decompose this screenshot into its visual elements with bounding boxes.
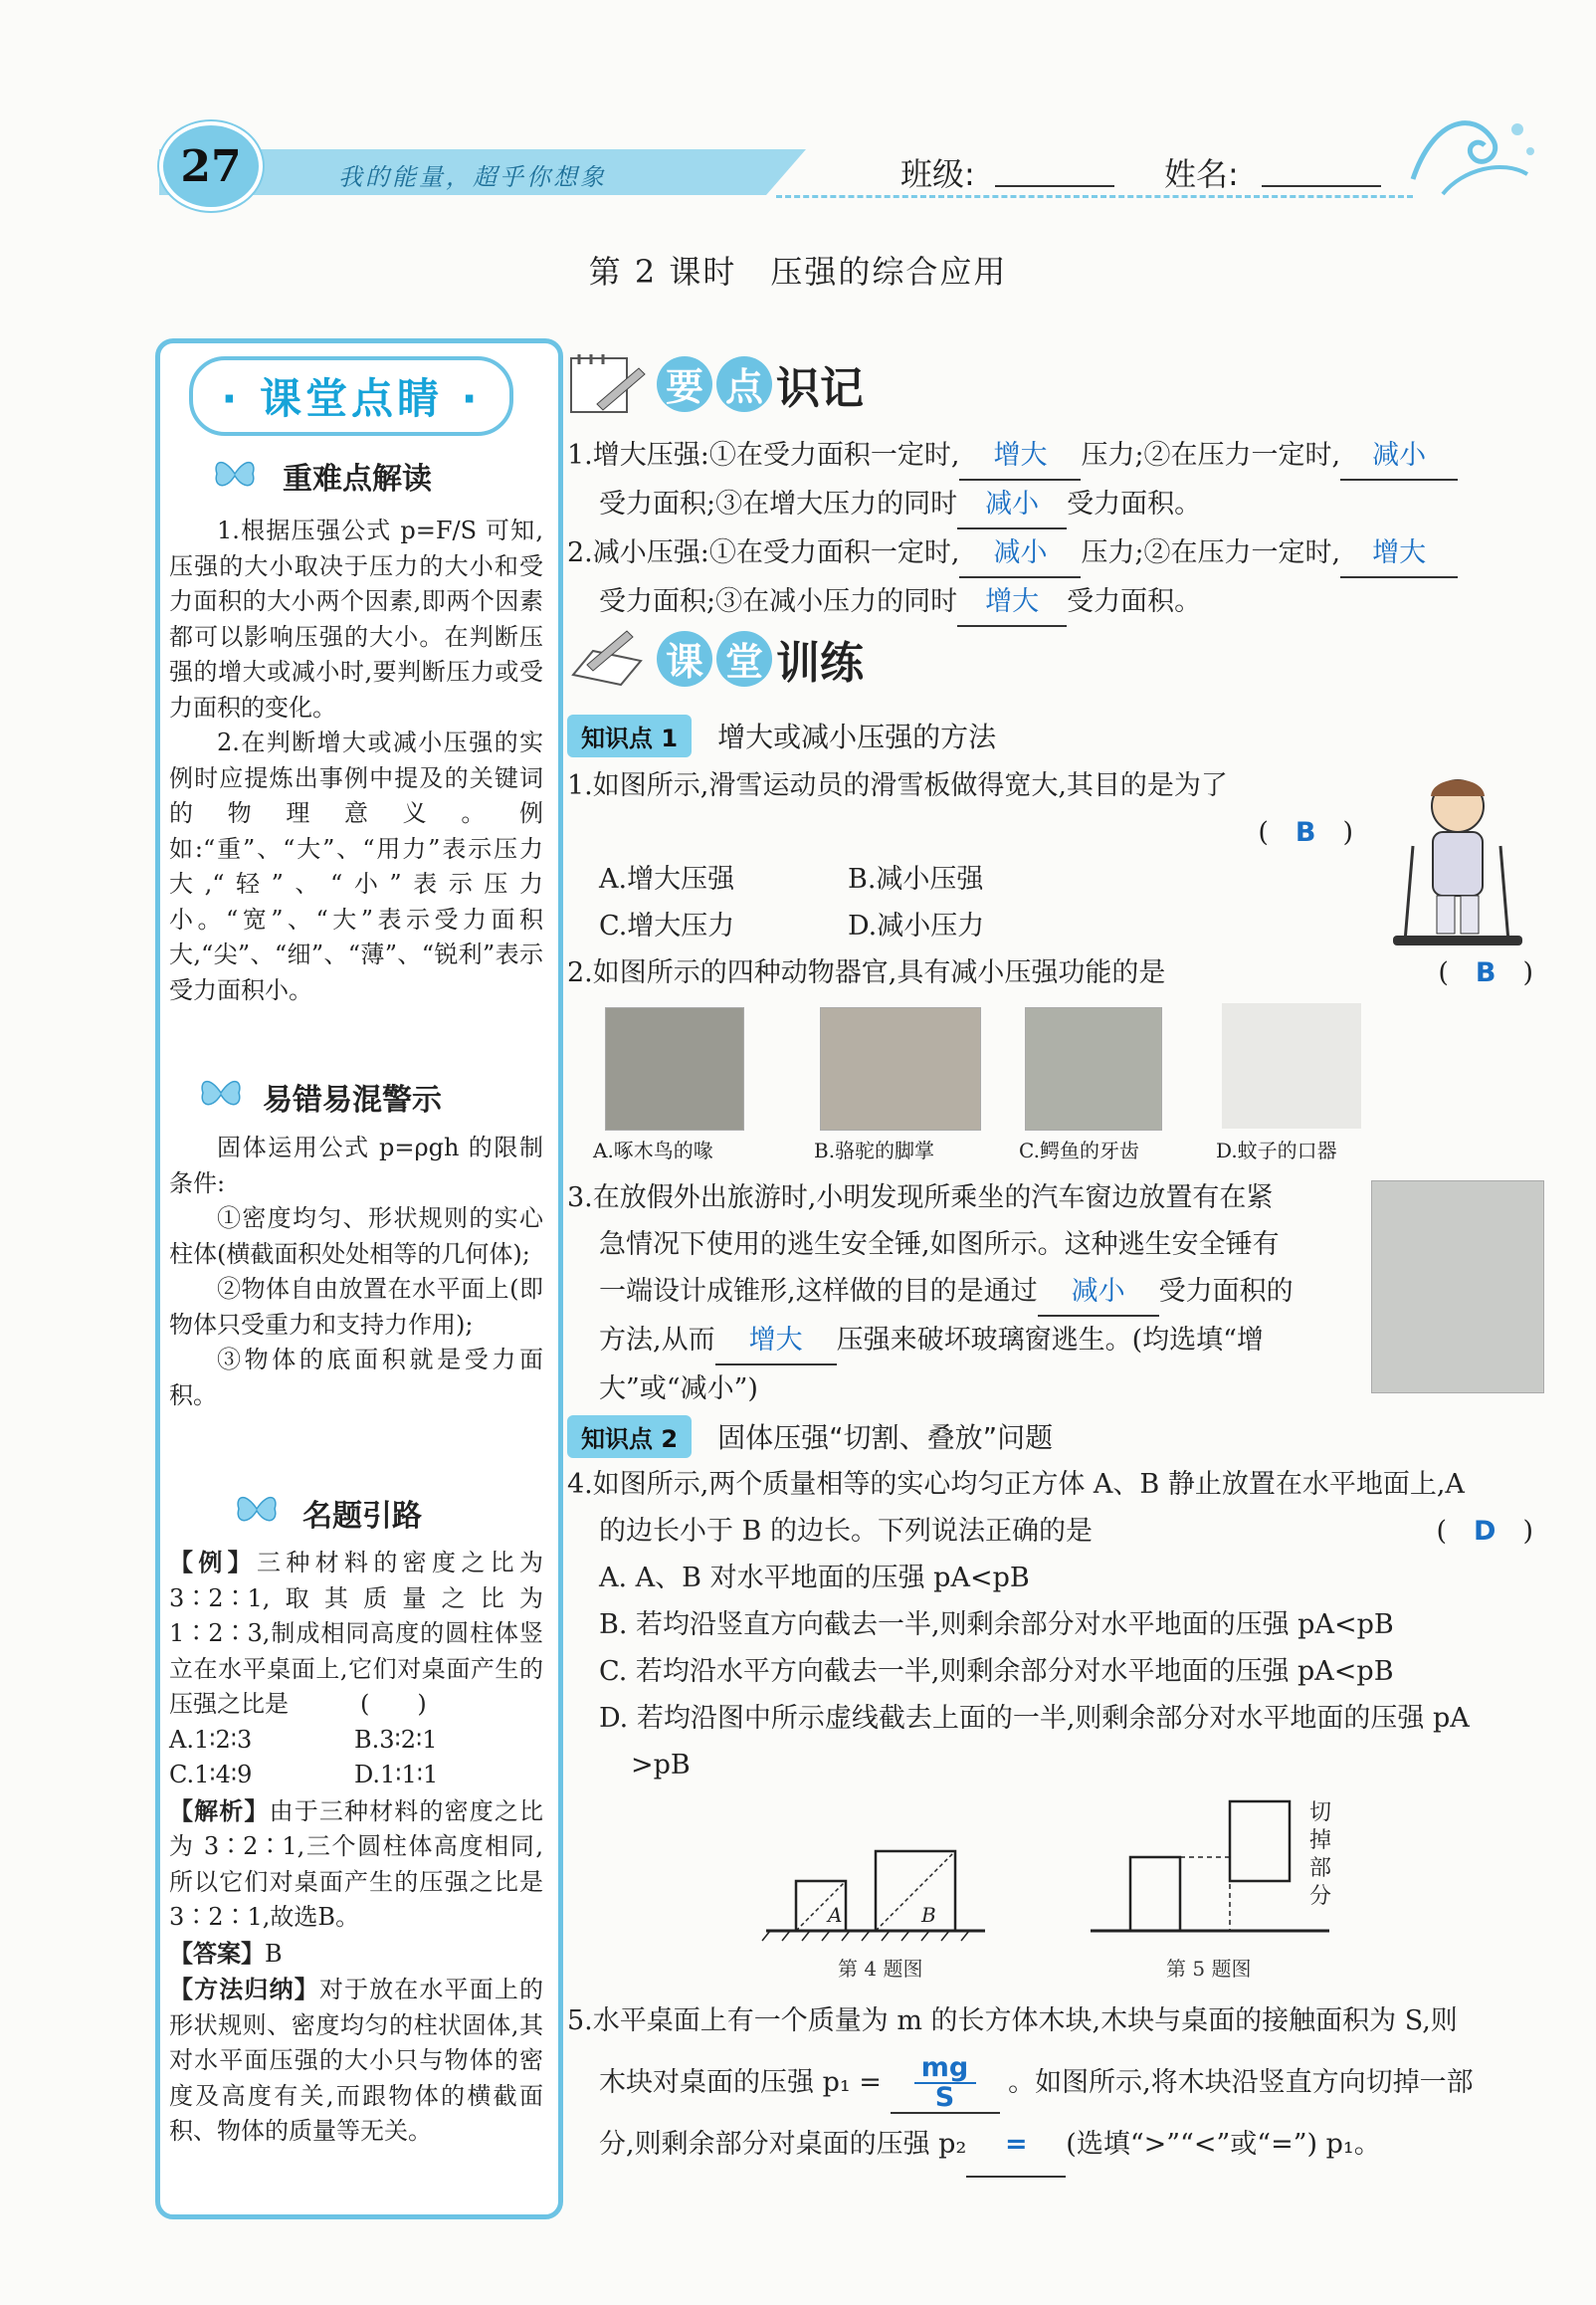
- pen-paper-icon: [567, 625, 647, 695]
- knowledge-title: 固体压强“切割、叠放”问题: [717, 1421, 1054, 1454]
- name-field[interactable]: [1262, 185, 1381, 187]
- sidebar-paragraph: ③物体的底面积就是受力面积。: [169, 1346, 543, 1409]
- camel-photo: [820, 1007, 981, 1131]
- option[interactable]: C. 若均沿水平方向截去一半,则剩余部分对水平地面的压强 pA<pB: [599, 1656, 1394, 1687]
- sidebar-section-body: [169, 514, 543, 1008]
- mosquito-photo: [1222, 1003, 1361, 1129]
- title-circle: 点: [716, 356, 772, 412]
- option[interactable]: D.减小压力: [848, 911, 985, 942]
- example-option: A.1∶2∶3: [169, 1725, 253, 1754]
- answer-blank[interactable]: 减小: [957, 481, 1067, 529]
- image-caption: C.鳄鱼的牙齿: [1019, 1139, 1139, 1162]
- answer-label: 【答案】: [169, 1938, 265, 1968]
- header-motto: 我的能量，超乎你想象: [338, 163, 607, 191]
- example-option: D.1∶1∶1: [354, 1761, 439, 1788]
- flourish-ornament-icon: [1403, 100, 1542, 209]
- figure-caption: 第 4 题图: [838, 1957, 923, 1981]
- sidebar-paragraph: ①密度均匀、形状规则的实心柱体(横截面积处处相等的几何体);: [169, 1204, 543, 1268]
- example-label: 【例】: [169, 1548, 257, 1576]
- answer-paren: ( B ): [1438, 957, 1533, 988]
- question-stem: 2.如图所示的四种动物器官,具有减小压强功能的是: [567, 957, 1166, 988]
- question-line: 大”或“减小”): [599, 1373, 758, 1404]
- knowledge-point-2: [567, 1415, 1053, 1458]
- question-4: [567, 1461, 1547, 1788]
- question-line: 的边长小于 B 的边长。下列说法正确的是: [599, 1516, 1094, 1547]
- method-text: 对于放在水平面上的形状规则、密度均匀的柱状固体,其对水平面压强的大小只与物体的密度及高度有关,而跟物体的横截面积、物体的质量等无关。: [169, 1976, 544, 2145]
- butterfly-icon: [199, 1073, 243, 1113]
- question-stem: 1.如图所示,滑雪运动员的滑雪板做得宽大,其目的是为了: [567, 770, 1228, 801]
- class-label: 班级:: [900, 155, 975, 193]
- sidebar-heading: 易错易混警示: [263, 1083, 442, 1118]
- formula-blank[interactable]: [891, 2051, 1000, 2114]
- knowledge-point-1: [567, 715, 996, 757]
- answer-paren: ( D ): [1436, 1516, 1533, 1547]
- sidebar-heading: 名题引路: [302, 1499, 422, 1534]
- answer-choice[interactable]: D: [1474, 1516, 1496, 1547]
- question-3: 3.在放假外出旅游时,小明发现所乘坐的汽车窗边放置有在紧 急情况下使用的逃生安全锤,如图所示。这种逃生安全锤有 一端设计成锥形,这样做的目的是通过 减小 受力面积的 方法,从而 增大 压强来破坏玻璃窗逃生。(均选填“增 大”或“减小”): [567, 1174, 1353, 1412]
- lesson-title: 第 2 课时 压强的综合应用: [588, 253, 1008, 291]
- key-point-cont: 受力面积;③在减小压力的同时 增大 受力面积。: [567, 578, 1547, 627]
- key-point: 1.增大压强:①在受力面积一定时, 增大 压力;②在压力一定时, 减小: [567, 432, 1547, 481]
- sidebar-paragraph: 固体运用公式 p=ρgh 的限制条件:: [169, 1134, 543, 1197]
- name-label: 姓名:: [1164, 155, 1239, 193]
- class-field[interactable]: [995, 185, 1114, 187]
- figure-5: [1081, 1791, 1339, 1951]
- question-5: 5.水平桌面上有一个质量为 m 的长方体木块,木块与桌面的接触面积为 S,则 木块对桌面的压强 p₁ = $\frac{mg}{S}$ 。如图所示,将木块沿竖直方向切掉一部 分,则剩余部分对桌面的压强 p₂ = (选填“>”“<”或“=”) p₁。: [567, 1991, 1547, 2178]
- key-points-list: [567, 432, 1547, 627]
- crocodile-photo: [1025, 1007, 1162, 1131]
- title-rest: 识记: [776, 363, 864, 414]
- sidebar-title: · 课堂点睛 ·: [189, 356, 513, 436]
- answer-blank[interactable]: =: [966, 2114, 1066, 2178]
- option-cont: >pB: [631, 1750, 691, 1781]
- question-line: 4.如图所示,两个质量相等的实心均匀正方体 A、B 静止放置在水平地面上,A: [567, 1469, 1465, 1500]
- answer-blank[interactable]: 增大: [715, 1317, 837, 1365]
- image-caption: A.啄木鸟的喙: [593, 1139, 713, 1162]
- answer-blank[interactable]: 减小: [959, 529, 1081, 578]
- butterfly-icon: [235, 1489, 279, 1529]
- question-line: 3.在放假外出旅游时,小明发现所乘坐的汽车窗边放置有在紧: [567, 1182, 1274, 1213]
- header-divider: [776, 195, 1413, 198]
- analysis-label: 【解析】: [169, 1795, 270, 1825]
- skier-image: [1383, 766, 1532, 955]
- notebook-pen-icon: [567, 348, 647, 418]
- key-point-cont: 受力面积;③在增大压力的同时 减小 受力面积。: [567, 481, 1547, 529]
- figure-label-a: A: [828, 1903, 843, 1927]
- answer-choice[interactable]: B: [1475, 957, 1496, 988]
- answer-blank[interactable]: 减小: [1038, 1268, 1159, 1317]
- sidebar-paragraph: 2.在判断增大或减小压强的实例时应提炼出事例中提及的关键词的物理意义。例如:“重”、“大”、“用力”表示压力大,“轻”、“小”表示压力小。“宽”、“大”表示受力面积大,“尖”、“细”、“薄”、“锐利”表示受力面积小。: [169, 729, 543, 1004]
- knowledge-tag: 知识点 1: [567, 715, 692, 757]
- answer-blank[interactable]: 增大: [1340, 529, 1458, 578]
- image-caption: D.蚊子的口器: [1216, 1139, 1337, 1162]
- answer-blank[interactable]: 减小: [1340, 432, 1458, 481]
- method-label: 【方法归纳】: [169, 1975, 319, 2003]
- option[interactable]: B. 若均沿竖直方向截去一半,则剩余部分对水平地面的压强 pA<pB: [599, 1609, 1394, 1640]
- figure-label-b: B: [921, 1903, 936, 1927]
- question-line: 5.水平桌面上有一个质量为 m 的长方体木块,木块与桌面的接触面积为 S,则: [567, 2005, 1458, 2036]
- example-text: 三种材料的密度之比为 3∶2∶1,取其质量之比为 1∶2∶3,制成相同高度的圆柱体竖立在水平桌面上,它们对桌面产生的压强之比是 ( ): [169, 1549, 543, 1718]
- sidebar-section-body: [169, 1131, 543, 1413]
- title-circle: 堂: [716, 631, 772, 687]
- option[interactable]: B.减小压强: [848, 864, 984, 895]
- title-rest: 训练: [776, 638, 864, 689]
- example-option: C.1∶4∶9: [169, 1761, 253, 1788]
- analysis-text: 由于三种材料的密度之比为 3∶2∶1,三个圆柱体高度相同,所以它们对桌面产生的压强之比是 3∶2∶1,故选B。: [169, 1796, 544, 1931]
- knowledge-tag: 知识点 2: [567, 1415, 692, 1458]
- option[interactable]: C.增大压力: [599, 911, 735, 942]
- answer-blank[interactable]: 增大: [957, 578, 1067, 627]
- title-circle: 要: [657, 356, 712, 412]
- answer-paren: ( B ): [1258, 817, 1353, 848]
- question-2: [567, 949, 1547, 996]
- title-circle: 课: [657, 631, 712, 687]
- cut-part-label: 切掉部分: [1309, 1800, 1332, 1909]
- example-option: B.3∶2∶1: [354, 1725, 438, 1754]
- butterfly-icon: [213, 454, 257, 494]
- answer-choice[interactable]: B: [1295, 817, 1316, 848]
- section-title-key-points: [657, 352, 864, 416]
- figure-caption: 第 5 题图: [1166, 1957, 1252, 1981]
- page-number: 27: [159, 121, 263, 211]
- sidebar-heading: 重难点解读: [283, 462, 432, 497]
- answer-text: B: [265, 1939, 283, 1968]
- fraction-denominator: S: [934, 2081, 955, 2113]
- figure-4: [756, 1831, 995, 1951]
- safety-hammer-photo: [1371, 1180, 1544, 1393]
- fraction-numerator: mg: [914, 2054, 976, 2084]
- image-caption: B.骆驼的脚掌: [814, 1139, 935, 1162]
- woodpecker-photo: [605, 1007, 744, 1131]
- answer-blank[interactable]: 增大: [959, 432, 1081, 481]
- question-line: 急情况下使用的逃生安全锤,如图所示。这种逃生安全锤有: [599, 1229, 1280, 1260]
- option[interactable]: A.增大压强: [599, 864, 735, 895]
- knowledge-title: 增大或减小压强的方法: [717, 721, 997, 753]
- section-title-practice: [657, 627, 864, 691]
- sidebar-paragraph: ②物体自由放置在水平面上(即物体只受重力和支持力作用);: [169, 1275, 543, 1339]
- option[interactable]: A. A、B 对水平地面的压强 pA<pB: [599, 1563, 1030, 1593]
- option[interactable]: D. 若均沿图中所示虚线截去上面的一半,则剩余部分对水平地面的压强 pA: [599, 1703, 1470, 1734]
- question-1: [567, 762, 1363, 949]
- sidebar-paragraph: 1.根据压强公式 p=F/S 可知,压强的大小取决于压力的大小和受力面积的大小两个因素,即两个因素都可以影响压强的大小。在判断压强的增大或减小时,要判断压力或受力面积的变化。: [169, 517, 543, 722]
- example-block: [169, 1545, 543, 2150]
- key-point: 2.减小压强:①在受力面积一定时, 减小 压力;②在压力一定时, 增大: [567, 529, 1547, 578]
